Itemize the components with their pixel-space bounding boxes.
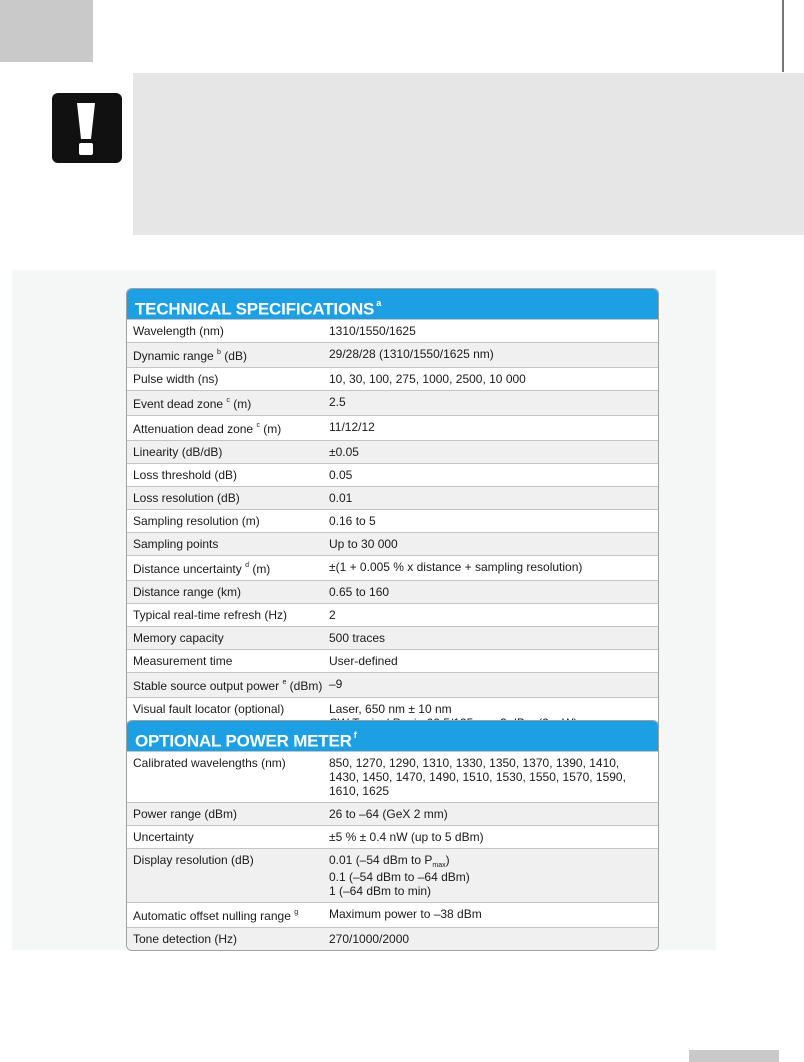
row-label: Stable source output power $^e$ (dBm) <box>133 679 323 693</box>
power-meter-table-title: OPTIONAL POWER METER <box>135 731 352 751</box>
row-label: Distance uncertainty $^d$ (m) <box>133 562 271 576</box>
row-label: Uncertainty <box>133 830 194 844</box>
row-label: Typical real-time refresh (Hz) <box>133 608 288 622</box>
row-value: ±0.05 <box>329 445 359 459</box>
power-meter-table-header <box>127 721 658 751</box>
table-row <box>127 603 658 626</box>
table-row <box>127 751 658 802</box>
table-row <box>127 390 658 415</box>
table-row <box>127 342 658 367</box>
table-row <box>127 825 658 848</box>
row-value: 29/28/28 (1310/1550/1625 nm) <box>329 347 494 361</box>
row-value: User-defined <box>329 654 398 668</box>
table-row <box>127 509 658 532</box>
row-label: Loss resolution (dB) <box>133 491 240 505</box>
row-value: Laser, 650 nm ± 10 nm <box>329 702 452 716</box>
row-label: Tone detection (Hz) <box>133 932 238 946</box>
row-label: Measurement time <box>133 654 233 668</box>
row-label: Automatic offset nulling range $^g$ <box>133 909 299 923</box>
row-label: Distance range (km) <box>133 585 242 599</box>
row-value: 500 traces <box>329 631 386 645</box>
header-rule <box>782 0 784 72</box>
table-row <box>127 532 658 555</box>
row-label: Linearity (dB/dB) <box>133 445 223 459</box>
table-row <box>127 440 658 463</box>
row-value: 26 to –64 (GeX 2 mm) <box>329 807 448 821</box>
table-row <box>127 463 658 486</box>
row-value: 11/12/12 <box>329 420 375 434</box>
table-row <box>127 367 658 390</box>
row-value: Up to 30 000 <box>329 537 398 551</box>
row-value: Maximum power to –38 dBm <box>329 907 482 921</box>
row-value: 0.01 <box>329 491 353 505</box>
row-label: Display resolution (dB) <box>133 853 254 867</box>
technical-specifications-table <box>126 288 659 738</box>
row-label: Power range (dBm) <box>133 807 238 821</box>
table-row <box>127 672 658 697</box>
row-value: 0.05 <box>329 468 353 482</box>
page-footer-tab <box>689 1050 779 1062</box>
row-value: ±5 % ± 0.4 nW (up to 5 dBm) <box>329 830 484 844</box>
table-row <box>127 902 658 927</box>
table-row <box>127 848 658 902</box>
row-label: Memory capacity <box>133 631 224 645</box>
note-box <box>133 73 804 235</box>
row-label: Calibrated wavelengths (nm) <box>133 756 286 770</box>
row-value: ±(1 + 0.005 % x distance + sampling resolution) <box>329 560 583 574</box>
corner-tab <box>0 0 93 62</box>
table-row <box>127 555 658 580</box>
table-row <box>127 486 658 509</box>
row-label: Sampling resolution (m) <box>133 514 260 528</box>
row-value: –9 <box>329 677 343 691</box>
row-value: 0.16 to 5 <box>329 514 376 528</box>
spec-title-footnote: a <box>376 298 382 308</box>
table-row <box>127 415 658 440</box>
spec-table-title: TECHNICAL SPECIFICATIONS <box>135 299 375 319</box>
row-value: 0.65 to 160 <box>329 585 390 599</box>
table-row <box>127 626 658 649</box>
table-row <box>127 927 658 950</box>
row-label: Wavelength (nm) <box>133 324 224 338</box>
row-label: Loss threshold (dB) <box>133 468 238 482</box>
power-meter-title-footnote: f <box>353 730 357 740</box>
row-value: 0.01 (–54 dBm to $P_{max}$) 0.1 (–54 dBm to –64 dBm) 1 (–64 dBm to min) <box>329 853 470 898</box>
row-value: 10, 30, 100, 275, 1000, 2500, 10 000 <box>329 372 526 386</box>
row-value: 850, 1270, 1290, 1310, 1330, 1350, 1370, 1390, 1410, 1430, 1450, 1470, 1490, 1510, 1530, 1550, 1570, 1590, 1610, 1625 <box>329 756 626 798</box>
table-row <box>127 319 658 342</box>
important-icon <box>25 89 122 164</box>
table-row <box>127 802 658 825</box>
row-label: Attenuation dead zone $^c$ (m) <box>133 422 282 436</box>
row-label: Visual fault locator (optional) <box>133 702 285 716</box>
row-label: Event dead zone $^c$ (m) <box>133 397 252 411</box>
table-row <box>127 649 658 672</box>
row-value: 2 <box>329 608 336 622</box>
row-label: Dynamic range $^b$ (dB) <box>133 349 247 363</box>
spec-table-header <box>127 289 658 319</box>
row-value: 2.5 <box>329 395 346 409</box>
optional-power-meter-table <box>126 720 659 951</box>
table-row <box>127 580 658 603</box>
row-label: Pulse width (ns) <box>133 372 219 386</box>
row-value: 1310/1550/1625 <box>329 324 416 338</box>
row-label: Sampling points <box>133 537 219 551</box>
row-value: 270/1000/2000 <box>329 932 410 946</box>
